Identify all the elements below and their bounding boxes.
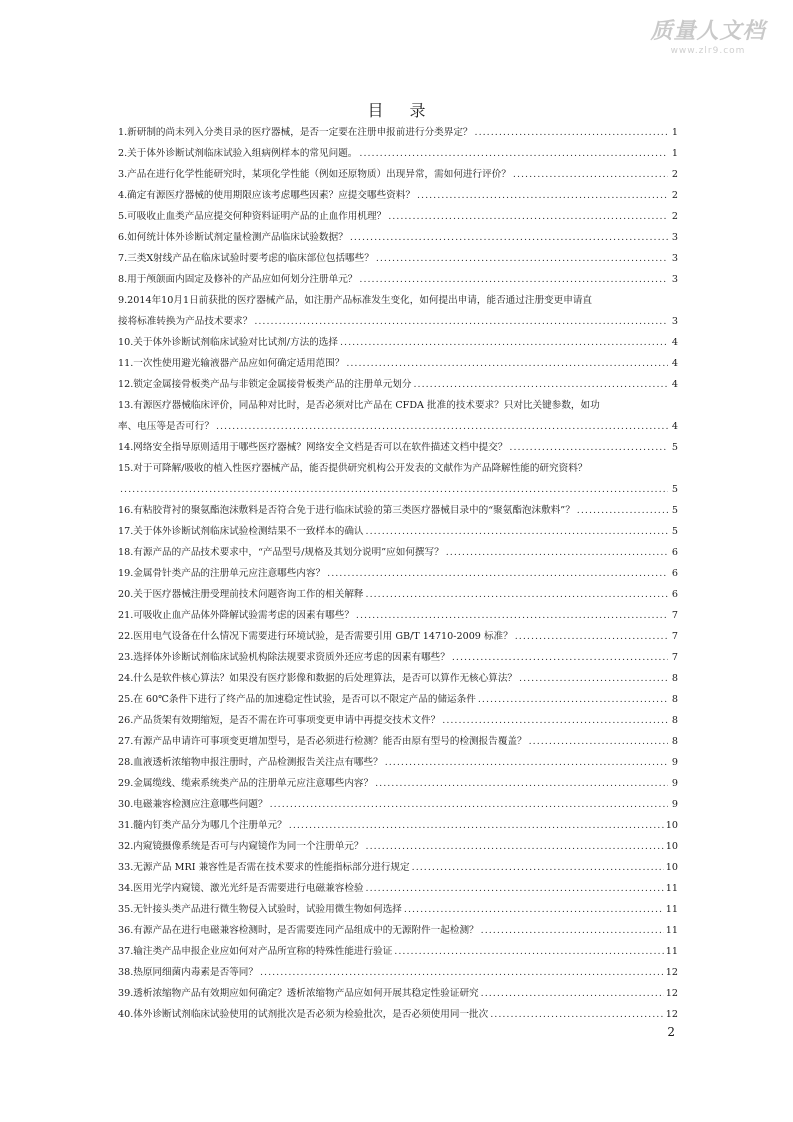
toc-entry-page: 4 <box>671 379 678 390</box>
toc-entry-page: 7 <box>671 652 678 663</box>
toc-entry-text: 11.一次性使用避光输液器产品应如何确定适用范围？ <box>118 358 345 369</box>
toc-entry[interactable] <box>118 269 678 290</box>
dot-leader <box>366 521 668 542</box>
toc-entry-text: 3.产品在进行化学性能研究时，某项化学性能（例如还原物质）出现异常，需如何进行评价？ <box>118 169 511 180</box>
toc-entry-text: 14.网络安全指导原则适用于哪些医疗器械？网络安全文档是否可以在软件描述文档中提交？ <box>118 442 508 453</box>
toc-entry-text: 34.医用光学内窥镜、激光光纤是否需要进行电磁兼容检验 <box>118 883 364 894</box>
dot-leader <box>509 437 668 458</box>
toc-entry-text: 18.有源产品的产品技术要求中，“产品型号/规格及其划分说明”应如何撰写？ <box>118 547 444 558</box>
toc-entry-text: 27.有源产品申请许可事项变更增加型号，是否必须进行检测？能否由原有型号的检测报告覆盖？ <box>118 736 527 747</box>
toc-entry-page: 8 <box>671 673 678 684</box>
toc-entry-text: 23.选择体外诊断试剂临床试验机构除法规要求资质外还应考虑的因素有哪些？ <box>118 652 450 663</box>
toc-entry-page: 1 <box>671 127 678 138</box>
page-title: 目录 <box>367 101 452 120</box>
toc-entry-text: 16.有粘胶背衬的聚氨酯泡沫敷料是否符合免于进行临床试验的第三类医疗器械目录中的“聚氨酯泡沫敷料”？ <box>118 505 575 516</box>
toc-entry[interactable] <box>118 164 678 185</box>
toc-entry-text: 5.可吸收止血类产品应提交何种资料证明产品的止血作用机理？ <box>118 211 387 222</box>
toc-entry-page: 5 <box>671 442 678 453</box>
toc-entry[interactable] <box>118 374 678 395</box>
toc-entry[interactable] <box>118 836 678 857</box>
toc-entry-page: 11 <box>665 946 678 957</box>
toc-entry-page: 10 <box>665 820 678 831</box>
toc-entry-page: 3 <box>671 274 678 285</box>
toc-entry[interactable] <box>118 920 678 941</box>
dot-leader <box>417 185 668 206</box>
toc-entry-text: 37.输注类产品申报企业应如何对产品所宣称的特殊性能进行验证 <box>118 946 393 957</box>
dot-leader <box>404 899 664 920</box>
toc-entry-page: 3 <box>671 232 678 243</box>
dot-leader <box>350 227 668 248</box>
toc-entry[interactable] <box>118 668 678 689</box>
toc-entry-text: 19.金属骨针类产品的注册单元应注意哪些内容？ <box>118 568 326 579</box>
toc-entry[interactable] <box>118 563 678 584</box>
toc-entry[interactable] <box>118 899 678 920</box>
toc-entry[interactable] <box>118 542 678 563</box>
watermark-url: www.zlr9.com <box>670 46 746 56</box>
toc-entry-page: 2 <box>671 190 678 201</box>
dot-leader <box>490 1004 664 1025</box>
toc-entry[interactable] <box>118 248 678 269</box>
dot-leader <box>356 605 668 626</box>
toc-entry[interactable] <box>118 584 678 605</box>
toc-entry-text: 7.三类X射线产品在临床试验时要考虑的临床部位包括哪些？ <box>118 253 374 264</box>
toc-entry-page: 12 <box>665 967 678 978</box>
toc-entry-text: 10.关于体外诊断试剂临床试验对比试剂/方法的选择 <box>118 337 338 348</box>
toc-entry[interactable] <box>118 941 678 962</box>
watermark-logo-text: 质量人文档 <box>650 19 766 44</box>
dot-leader <box>519 668 668 689</box>
toc-entry-text: 4.确定有源医疗器械的使用期限应该考虑哪些因素？应提交哪些资料？ <box>118 190 415 201</box>
toc-entry-text: 30.电磁兼容检测应注意哪些问题？ <box>118 799 268 810</box>
toc-entry-text: 20.关于医疗器械注册受理前技术问题咨询工作的相关解释 <box>118 589 364 600</box>
toc-entry-text: 26.产品货架有效期缩短，是否不需在许可事项变更申请中再提交技术文件？ <box>118 715 441 726</box>
toc-entry[interactable] <box>118 710 678 731</box>
toc-entry[interactable] <box>118 206 678 227</box>
dot-leader <box>515 626 668 647</box>
toc-entry[interactable] <box>118 605 678 626</box>
dot-leader <box>260 962 664 983</box>
toc-entry-text: 13.有源医疗器械临床评价，同品种对比时，是否必须对比产品在 CFDA 批准的技术要求？只对比关键参数，如功 <box>118 400 600 411</box>
toc-entry-text: 2.关于体外诊断试剂临床试验入组病例样本的常见问题。 <box>118 148 358 159</box>
toc-entry[interactable] <box>118 437 678 458</box>
toc-entry-text-continued: 接将标准转换为产品技术要求？ <box>118 316 253 327</box>
toc-entry-page: 11 <box>665 904 678 915</box>
toc-entry[interactable] <box>118 962 678 983</box>
toc-entry-text: 12.锁定金属接骨板类产品与非锁定金属接骨板类产品的注册单元划分 <box>118 379 412 390</box>
toc-entry-page: 12 <box>665 1009 678 1020</box>
toc-entry-text: 35.无针接头类产品进行微生物侵入试验时，试验用微生物如何选择 <box>118 904 402 915</box>
dot-leader <box>481 920 664 941</box>
dot-leader <box>513 164 668 185</box>
toc-entry[interactable] <box>118 122 678 143</box>
toc-entry-text: 25.在 60℃条件下进行了终产品的加速稳定性试验，是否可以不限定产品的储运条件 <box>118 694 476 705</box>
toc-entry-page: 1 <box>671 148 678 159</box>
toc-entry-text: 17.关于体外诊断试剂临床试验检测结果不一致样本的确认 <box>118 526 364 537</box>
toc-entry-text: 32.内窥镜摄像系统是否可与内窥镜作为同一个注册单元？ <box>118 841 364 852</box>
toc-entry[interactable] <box>118 983 678 1004</box>
toc-entry[interactable] <box>118 395 678 437</box>
toc-entry-text: 9.2014年10月1日前获批的医疗器械产品，如注册产品标准发生变化，如何提出申请，能否通过注册变更申请直 <box>118 295 593 306</box>
toc-entry-page: 6 <box>671 547 678 558</box>
toc-entry-text: 21.可吸收止血产品体外降解试验需考虑的因素有哪些？ <box>118 610 354 621</box>
toc-entry-text: 29.金属缆线、缆索系统类产品的注册单元应注意哪些内容？ <box>118 778 374 789</box>
toc-entry[interactable] <box>118 227 678 248</box>
toc-entry[interactable] <box>118 689 678 710</box>
toc-entry[interactable] <box>118 815 678 836</box>
toc-entry[interactable] <box>118 626 678 647</box>
toc-entry-text: 6.如何统计体外诊断试剂定量检测产品临床试验数据？ <box>118 232 348 243</box>
toc-entry-page: 9 <box>671 757 678 768</box>
toc-entry-page: 8 <box>671 736 678 747</box>
dot-leader <box>359 269 668 290</box>
toc-entry[interactable] <box>118 752 678 773</box>
toc-entry-page: 4 <box>671 337 678 348</box>
toc-entry-page: 11 <box>665 883 678 894</box>
toc-entry[interactable] <box>118 773 678 794</box>
dot-leader <box>442 710 668 731</box>
dot-leader <box>446 542 668 563</box>
toc-entry-page: 12 <box>665 988 678 999</box>
dot-leader <box>481 983 664 1004</box>
dot-leader <box>478 689 668 710</box>
toc-entry-page: 4 <box>671 421 678 432</box>
toc-entry-page: 8 <box>671 715 678 726</box>
toc-entry-page: 9 <box>671 799 678 810</box>
toc-entry[interactable] <box>118 353 678 374</box>
toc-entry-page: 11 <box>665 925 678 936</box>
toc-entry[interactable] <box>118 458 678 500</box>
watermark-logo <box>633 18 783 62</box>
dot-leader <box>270 794 668 815</box>
toc-entry-text: 38.热原同细菌内毒素是否等同？ <box>118 967 258 978</box>
dot-leader <box>366 878 664 899</box>
dot-leader <box>577 500 668 521</box>
toc-entry[interactable] <box>118 878 678 899</box>
toc-entry-text: 1.新研制的尚未列入分类目录的医疗器械，是否一定要在注册申报前进行分类界定？ <box>118 127 473 138</box>
toc-entry-page: 5 <box>671 484 678 495</box>
dot-leader <box>413 374 668 395</box>
dot-leader <box>452 647 668 668</box>
toc-entry-page: 10 <box>665 841 678 852</box>
toc-entry[interactable] <box>118 332 678 353</box>
toc-entry[interactable] <box>118 185 678 206</box>
toc-entry-page: 7 <box>671 610 678 621</box>
toc-entry-page: 9 <box>671 778 678 789</box>
toc-entry[interactable] <box>118 521 678 542</box>
dot-leader <box>385 752 668 773</box>
toc-entry-text: 31.髓内钉类产品分为哪几个注册单元？ <box>118 820 287 831</box>
toc-entry-page: 6 <box>671 568 678 579</box>
toc-entry[interactable] <box>118 500 678 521</box>
dot-leader <box>375 773 668 794</box>
toc-entry[interactable] <box>118 290 678 332</box>
dot-leader <box>366 584 668 605</box>
page-number: 2 <box>667 1025 675 1039</box>
toc-entry-text: 8.用于颅颌面内固定及修补的产品应如何划分注册单元？ <box>118 274 358 285</box>
dot-leader <box>529 731 668 752</box>
toc-entry-page: 7 <box>671 631 678 642</box>
toc-entry[interactable] <box>118 794 678 815</box>
toc-entry-text: 40.体外诊断试剂临床试验使用的试剂批次是否必须为检验批次，是否必须使用同一批次 <box>118 1009 489 1020</box>
dot-leader <box>340 332 668 353</box>
toc-entry-page: 5 <box>671 505 678 516</box>
toc-entry-text: 15.对于可降解/吸收的植入性医疗器械产品，能否提供研究机构公开发表的文献作为产品降解性能的研究资料？ <box>118 463 588 474</box>
toc-entry[interactable] <box>118 857 678 878</box>
dot-leader <box>327 563 668 584</box>
toc-entry-page: 2 <box>671 169 678 180</box>
dot-leader <box>475 122 668 143</box>
toc-entry[interactable] <box>118 731 678 752</box>
toc-entry-page: 3 <box>671 316 678 327</box>
toc-entry-text-continued: 率、电压等是否可行？ <box>118 421 214 432</box>
toc-entry-text: 39.透析浓缩物产品有效期应如何确定？透析浓缩物产品应如何开展其稳定性验证研究 <box>118 988 479 999</box>
dot-leader <box>289 815 664 836</box>
toc-entry-page: 4 <box>671 358 678 369</box>
dot-leader <box>376 248 668 269</box>
toc-entry-text: 36.有源产品在进行电磁兼容检测时，是否需要连同产品组成中的无源附件一起检测？ <box>118 925 479 936</box>
dot-leader <box>366 836 664 857</box>
dot-leader <box>394 941 663 962</box>
dot-leader <box>388 206 668 227</box>
toc-entry-page: 10 <box>665 862 678 873</box>
dot-leader <box>216 416 668 437</box>
dot-leader <box>412 857 664 878</box>
toc-entry-text: 22.医用电气设备在什么情况下需要进行环境试验，是否需要引用 GB/T 14710-2009 标准？ <box>118 631 513 642</box>
toc-entry[interactable] <box>118 647 678 668</box>
dot-leader <box>346 353 668 374</box>
toc-entry-page: 8 <box>671 694 678 705</box>
toc-entry[interactable] <box>118 143 678 164</box>
toc-entry-page: 6 <box>671 589 678 600</box>
dot-leader <box>120 479 668 500</box>
dot-leader <box>359 143 668 164</box>
toc-entry-page: 3 <box>671 253 678 264</box>
toc-entry-text: 33.无源产品 MRI 兼容性是否需在技术要求的性能指标部分进行规定 <box>118 862 410 873</box>
dot-leader <box>254 311 668 332</box>
toc-entry-text: 28.血液透析浓缩物申报注册时，产品检测报告关注点有哪些？ <box>118 757 383 768</box>
toc-entry-page: 2 <box>671 211 678 222</box>
toc-entry-text: 24.什么是软件核心算法？如果没有医疗影像和数据的后处理算法，是否可以算作无核心算法？ <box>118 673 518 684</box>
toc-entry-page: 5 <box>671 526 678 537</box>
toc-entry[interactable] <box>118 1004 678 1025</box>
table-of-contents <box>118 122 678 1025</box>
